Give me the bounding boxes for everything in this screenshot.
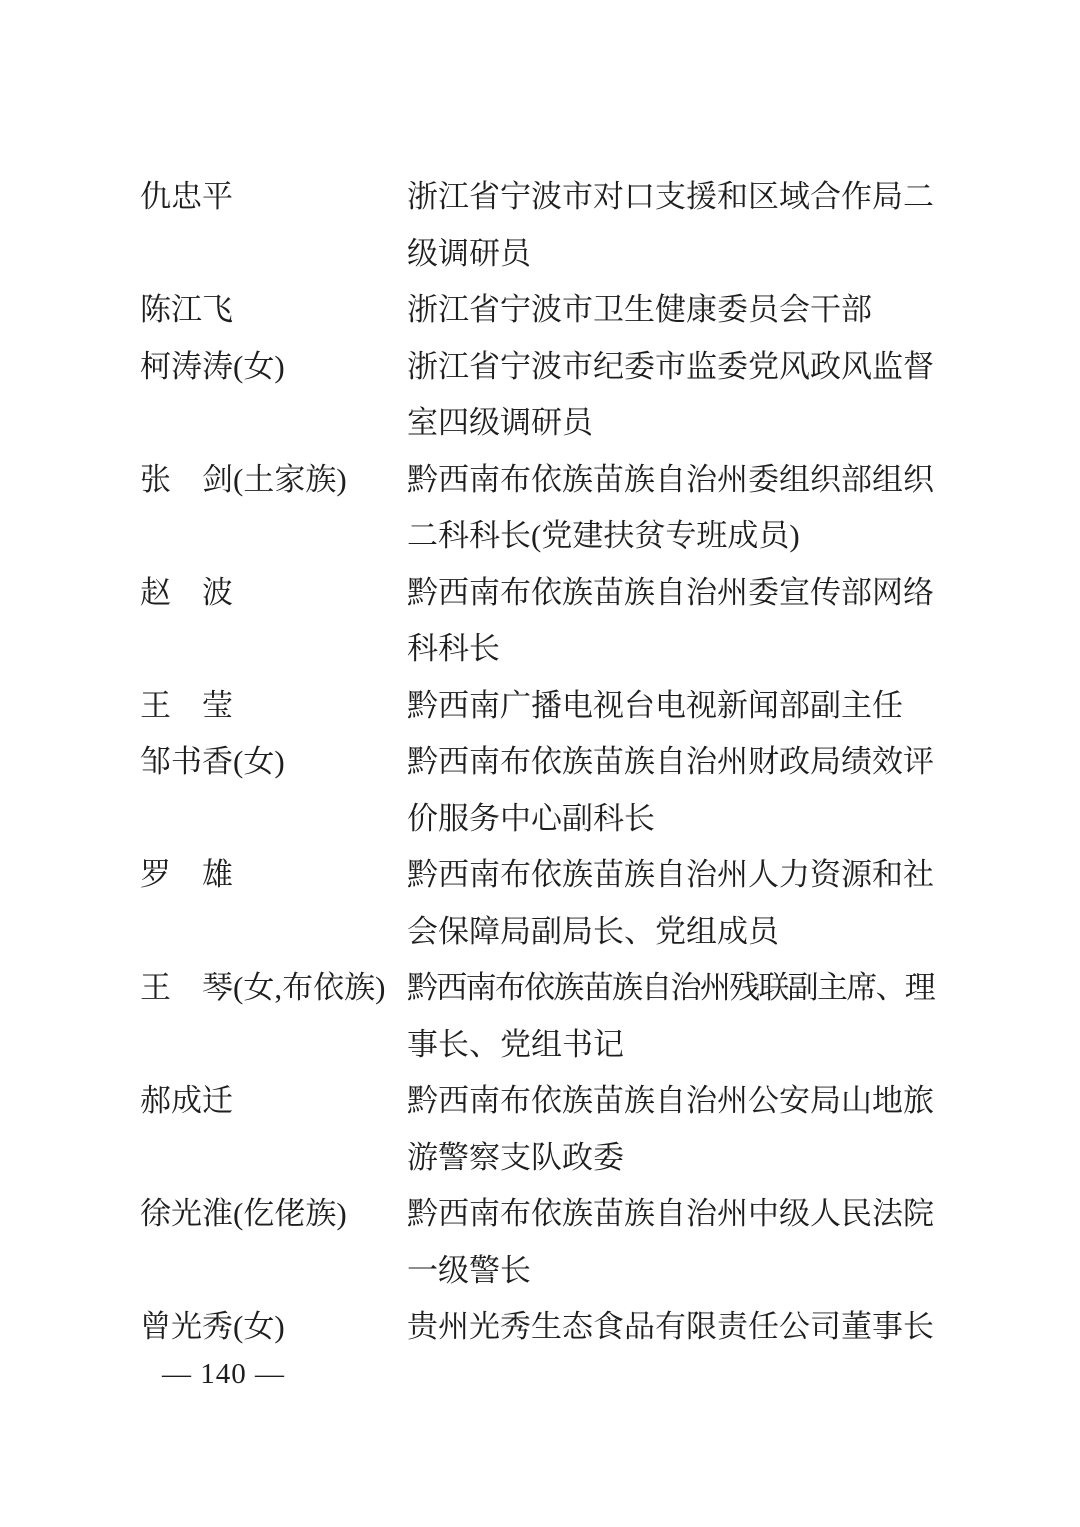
person-position xyxy=(407,169,934,282)
position-line: 游警察支队政委 xyxy=(407,1139,624,1175)
person-name: 邹书香(女) xyxy=(140,744,285,779)
entries-list xyxy=(140,169,934,1356)
position-line: 一级警长 xyxy=(407,1252,531,1288)
position-line: 黔 西 南 布 依 族 苗 族 自 治 州 委 宣 传 部 网 络 xyxy=(407,574,934,610)
position-line: 浙 江 省 宁 波 市 纪 委 市 监 委 党 风 政 风 监 督 xyxy=(407,348,934,384)
list-item xyxy=(140,678,934,735)
position-line: 科科长 xyxy=(407,631,500,666)
person-name: 陈江飞 xyxy=(140,292,233,327)
person-position xyxy=(407,678,934,735)
person-position xyxy=(407,1299,934,1356)
person-name: 仇忠平 xyxy=(140,179,233,214)
position-line: 黔 西 南 布 依 族 苗 族 自 治 州 中 级 人 民 法 院 xyxy=(407,1196,934,1231)
person-name: 郝成迁 xyxy=(140,1083,233,1118)
person-name: 王 莹 xyxy=(140,687,233,723)
list-item xyxy=(140,1299,934,1356)
person-position xyxy=(407,960,934,1073)
person-position xyxy=(407,1186,934,1299)
person-name: 张 剑(土家族) xyxy=(140,461,347,497)
position-line: 贵州光秀生态食品有限责任公司董事长 xyxy=(407,1309,934,1344)
person-name: 柯涛涛(女) xyxy=(140,348,285,384)
list-item xyxy=(140,452,934,565)
position-line: 浙 江 省 宁 波 市 对 口 支 援 和 区 域 合 作 局 二 xyxy=(407,179,934,214)
list-item xyxy=(140,847,934,960)
position-line: 会保障局副局长、党组成员 xyxy=(407,913,779,949)
list-item xyxy=(140,339,934,452)
person-position xyxy=(407,452,934,565)
person-name: 曾光秀(女) xyxy=(140,1309,285,1344)
position-line: 事长、党组书记 xyxy=(407,1026,624,1062)
list-item xyxy=(140,960,934,1073)
person-name: 罗 雄 xyxy=(140,857,233,892)
position-line: 室四级调研员 xyxy=(407,405,593,440)
person-position xyxy=(407,339,934,452)
list-item xyxy=(140,565,934,678)
person-position xyxy=(407,734,934,847)
list-item xyxy=(140,1186,934,1299)
list-item xyxy=(140,282,934,339)
position-line: 级调研员 xyxy=(407,235,531,271)
person-position xyxy=(407,565,934,678)
person-position xyxy=(407,1073,934,1186)
person-name: 赵 波 xyxy=(140,574,233,610)
person-name: 王 琴(女,布依族) xyxy=(140,970,386,1005)
person-name: 徐光淮(仡佬族) xyxy=(140,1196,347,1231)
person-position xyxy=(407,282,934,339)
list-item xyxy=(140,169,934,282)
position-line: 价服务中心副科长 xyxy=(407,800,655,836)
page-number: — 140 — xyxy=(162,1358,285,1390)
position-line: 黔 西 南 布 依 族 苗 族 自 治 州 财 政 局 绩 效 评 xyxy=(407,744,934,779)
position-line: 黔 西 南 布 依 族 苗 族 自 治 州 委 组 织 部 组 织 xyxy=(407,461,934,497)
list-item xyxy=(140,734,934,847)
list-item xyxy=(140,1073,934,1186)
position-line: 黔 西 南 布 依 族 苗 族 自 治 州 残 联 副 主 席 、 理 xyxy=(407,970,936,1005)
position-line: 浙江省宁波市卫生健康委员会干部 xyxy=(407,292,872,327)
position-line: 黔 西 南 布 依 族 苗 族 自 治 州 公 安 局 山 地 旅 xyxy=(407,1083,934,1118)
person-position xyxy=(407,847,934,960)
position-line: 黔 西 南 布 依 族 苗 族 自 治 州 人 力 资 源 和 社 xyxy=(407,857,934,892)
position-line: 二科科长(党建扶贫专班成员) xyxy=(407,518,800,553)
position-line: 黔西南广播电视台电视新闻部副主任 xyxy=(407,687,903,723)
